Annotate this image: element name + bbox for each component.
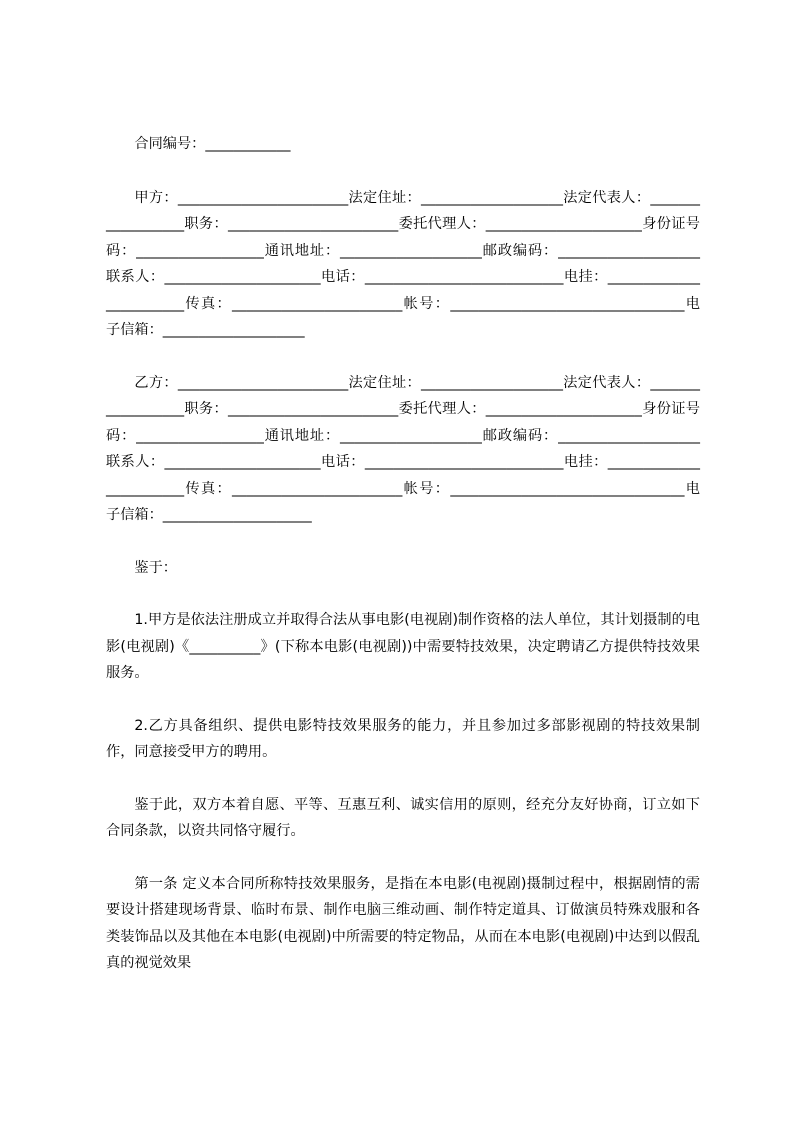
whereas-clause-1: 1.甲方是依法注册成立并取得合法从事电影(电视剧)制作资格的法人单位，其计划摄制的电影(电视剧)《__________》(下称本电影(电视剧))中需要特技效果，决定聘请乙方提供特技效果服务。 xyxy=(106,612,700,681)
spacer xyxy=(106,845,700,871)
spacer xyxy=(106,529,700,555)
spacer xyxy=(106,687,700,713)
agreement-statement: 鉴于此，双方本着自愿、平等、互惠互利、诚实信用的原则，经充分友好协商，订立如下合同条款，以资共同恪守履行。 xyxy=(106,796,700,839)
spacer xyxy=(106,581,700,607)
party-b-info: 乙方：________________________法定住址：____________________法定代表人：__________________职务：________________________委托代理人：______________________身份证号码：__________________通讯地址：____________________邮政编码：____________________联系人：______________________电话：____________________________电挂：________________________传真：________________________帐号：_________________________________电子信箱：_____________________ xyxy=(106,374,700,523)
document-body xyxy=(106,131,700,977)
whereas-clause-2: 2.乙方具备组织、提供电影特技效果服务的能力，并且参加过多部影视剧的特技效果制作，同意接受甲方的聘用。 xyxy=(106,717,700,760)
whereas-heading: 鉴于： xyxy=(134,559,177,576)
article-1-definition: 第一条 定义本合同所称特技效果服务，是指在本电影(电视剧)摄制过程中，根据剧情的需要设计搭建现场背景、临时布景、制作电脑三维动画、制作特定道具、订做演员特殊戏服和各类装饰品以及其他在本电影(电视剧)中所需要的特定物品，从而在本电影(电视剧)中达到以假乱真的视觉效果 xyxy=(106,875,700,971)
spacer xyxy=(106,766,700,792)
party-a-info: 甲方：________________________法定住址：____________________法定代表人：__________________职务：________________________委托代理人：______________________身份证号码：__________________通讯地址：____________________邮政编码：____________________联系人：______________________电话：____________________________电挂：________________________传真：________________________帐号：_________________________________电子信箱：____________________ xyxy=(106,189,700,338)
contract-number: 合同编号：____________ xyxy=(134,136,291,152)
spacer xyxy=(106,344,700,370)
spacer xyxy=(106,158,700,185)
